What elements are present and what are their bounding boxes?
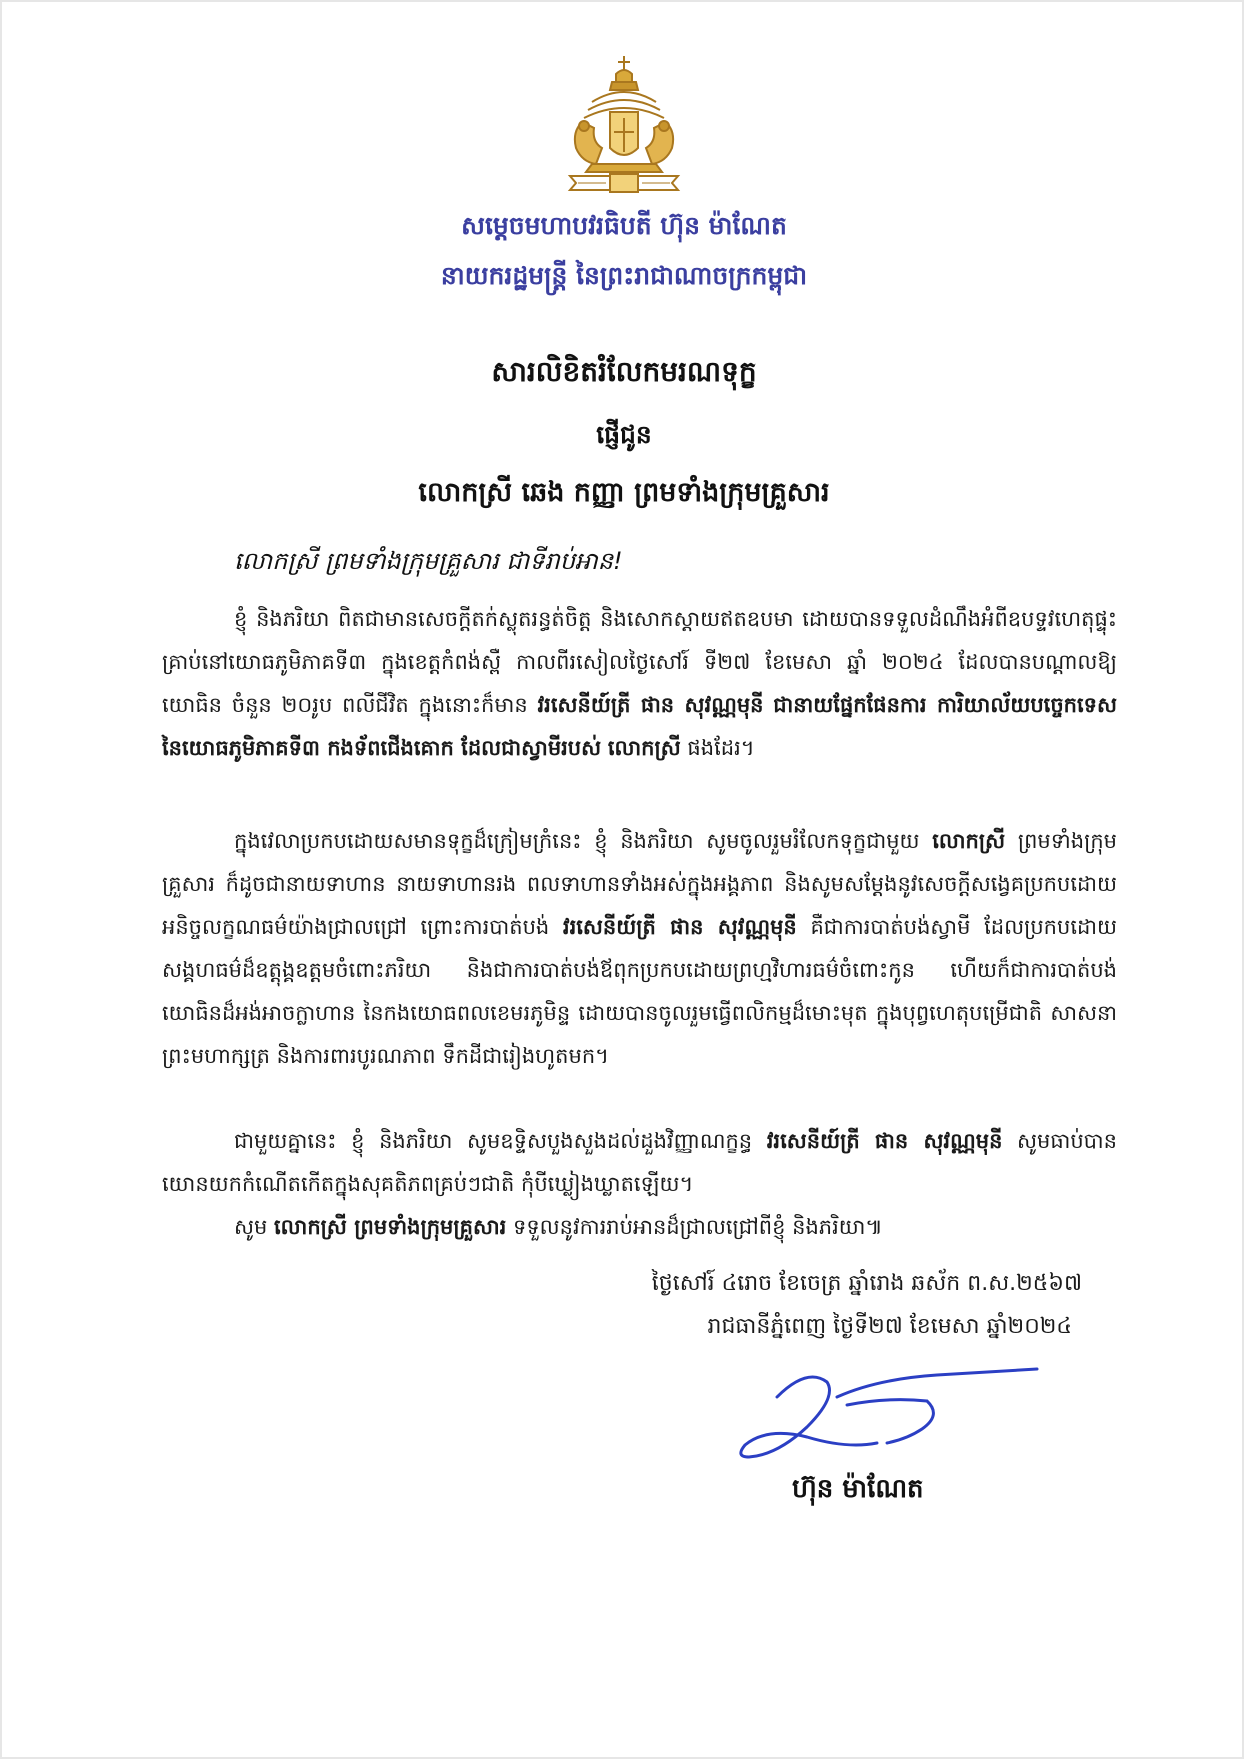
paragraph-4 (162, 1206, 1117, 1249)
paragraph-3 (162, 1120, 1117, 1206)
paragraph-2 (162, 820, 1117, 1078)
paragraph-3-text-b: សូមធាប់បានយោនយកកំណើតកើតក្នុងសុគតិភពគ្រប់ៗជាតិ កុំបីឃ្លៀងឃ្លាតឡើយ។ (162, 1129, 1117, 1196)
deceased-name: វរសេនីយ៍ត្រី ផាន សុវណ្ណមុនី (562, 915, 797, 939)
paragraph-2-text-b: លោកស្រី (932, 829, 1006, 853)
paragraph-1 (162, 598, 1117, 770)
paragraph-1-text-a: ខ្ញុំ និងភរិយា ពិតជាមានសេចក្តីតក់ស្លុតរន្ធត់ចិត្ត និងសោកស្តាយឥតឧបមា ដោយបានទទួលដំណឹងអំពីឧបទ្ទវហេតុផ្ទុះគ្រាប់នៅយោធភូមិភាគទី៣ ក្នុងខេត្តកំពង់ស្ពឺ កាលពីរសៀលថ្ងៃសៅរ៍ ទី២៧ ខែមេសា ឆ្នាំ ២០២៤ ដែលបានបណ្តាលឱ្យយោធិន ចំនួន ២០រូប ពលីជីវិត ក្នុងនោះក៏មាន (162, 607, 1117, 717)
office-title-line1: សម្តេចមហាបវរធិបតី ហ៊ុន ម៉ាណែត (461, 211, 787, 240)
handwritten-signature (737, 1357, 1047, 1477)
paragraph-1-text-b: ជានាយផ្នែកផែនការ ការិយាល័យបច្ចេកទេសនៃយោធភូមិភាគទី៣ កងទ័ពជើងគោក ដែលជាស្វាមីរបស់ (162, 693, 1117, 760)
office-title-line2: នាយករដ្ឋមន្ត្រី នៃព្រះរាជាណាចក្រកម្ពុជា (440, 261, 808, 290)
paragraph-4-text-b: ទទួលនូវការរាប់អានដ៏ជ្រាលជ្រៅពីខ្ញុំ និងភរិយា៕ (513, 1215, 883, 1239)
paragraph-2-text-c: ព្រមទាំងក្រុមគ្រួសារ ក៏ដូចជានាយទាហាន នាយទាហានរង ពលទាហានទាំងអស់ក្នុងអង្គភាព និងសូមសម្តែងនូវសេចក្តីសង្វេគប្រកបដោយអនិច្ចលក្ខណធម៌យ៉ាងជ្រាលជ្រៅ ព្រោះការបាត់បង់ (162, 829, 1117, 939)
paragraph-4-text-a: សូម (234, 1215, 268, 1239)
paragraph-3-text-a: ជាមួយគ្នានេះ ខ្ញុំ និងភរិយា សូមឧទ្ទិសបួងសួងដល់ដួងវិញ្ញាណក្ខន្ធ (234, 1129, 753, 1153)
date-solar: រាជធានីភ្នំពេញ ថ្ងៃទី២៧ ខែមេសា ឆ្នាំ២០២៤ (707, 1314, 1072, 1339)
deceased-name: វរសេនីយ៍ត្រី ផាន សុវណ្ណមុនី (537, 693, 764, 717)
paragraph-1-text-c: លោកស្រី (607, 736, 681, 760)
sent-to-label: ផ្ញើជូន (596, 420, 652, 449)
paragraph-1-text-d: ផងដែរ។ (687, 736, 755, 760)
royal-arms-emblem-icon (552, 52, 697, 197)
deceased-name: វរសេនីយ៍ត្រី ផាន សុវណ្ណមុនី (766, 1129, 1003, 1153)
paragraph-2-text-d: គឺជាការបាត់បង់ស្វាមី ដែលប្រកបដោយសង្គហធម៌ដ៏ឧត្តុង្គឧត្តមចំពោះភរិយា និងជាការបាត់បង់ឪពុកប្រកបដោយព្រហ្មវិហារធម៌ចំពោះកូន ហើយក៏ជាការបាត់បង់យោធិនដ៏អង់អាចក្លាហាន នៃកងយោធពលខេមរភូមិន្ទ ដោយបានចូលរួមធ្វើពលិកម្មដ៏មោះមុត ក្នុងបុព្វហេតុបម្រើជាតិ សាសនា ព្រះមហាក្សត្រ និងការពារបូរណភាព ទឹកដីជារៀងហូតមក។ (162, 915, 1117, 1068)
paragraph-4-recipient: លោកស្រី ព្រមទាំងក្រុមគ្រួសារ (274, 1215, 507, 1239)
recipient-line: លោកស្រី ឆេង កញ្ញា ព្រមទាំងក្រុមគ្រួសារ (418, 477, 830, 508)
signer-name: ហ៊ុន ម៉ាណែត (792, 1474, 924, 1504)
date-lunar: ថ្ងៃសៅរ៍ ៤រោច ខែចេត្រ ឆ្នាំរោង ឆស័ក ព.ស.២៥៦៧ (651, 1271, 1082, 1296)
paragraph-2-text-a: ក្នុងវេលាប្រកបដោយសមានទុក្ខដ៏ក្រៀមក្រំនេះ ខ្ញុំ និងភរិយា សូមចូលរួមរំលែកទុក្ខជាមួយ (234, 829, 920, 853)
letter-title: សារលិខិតរំលែកមរណទុក្ខ (491, 355, 757, 388)
salutation: លោកស្រី ព្រមទាំងក្រុមគ្រួសារ ជាទីរាប់អាន! (234, 547, 623, 575)
